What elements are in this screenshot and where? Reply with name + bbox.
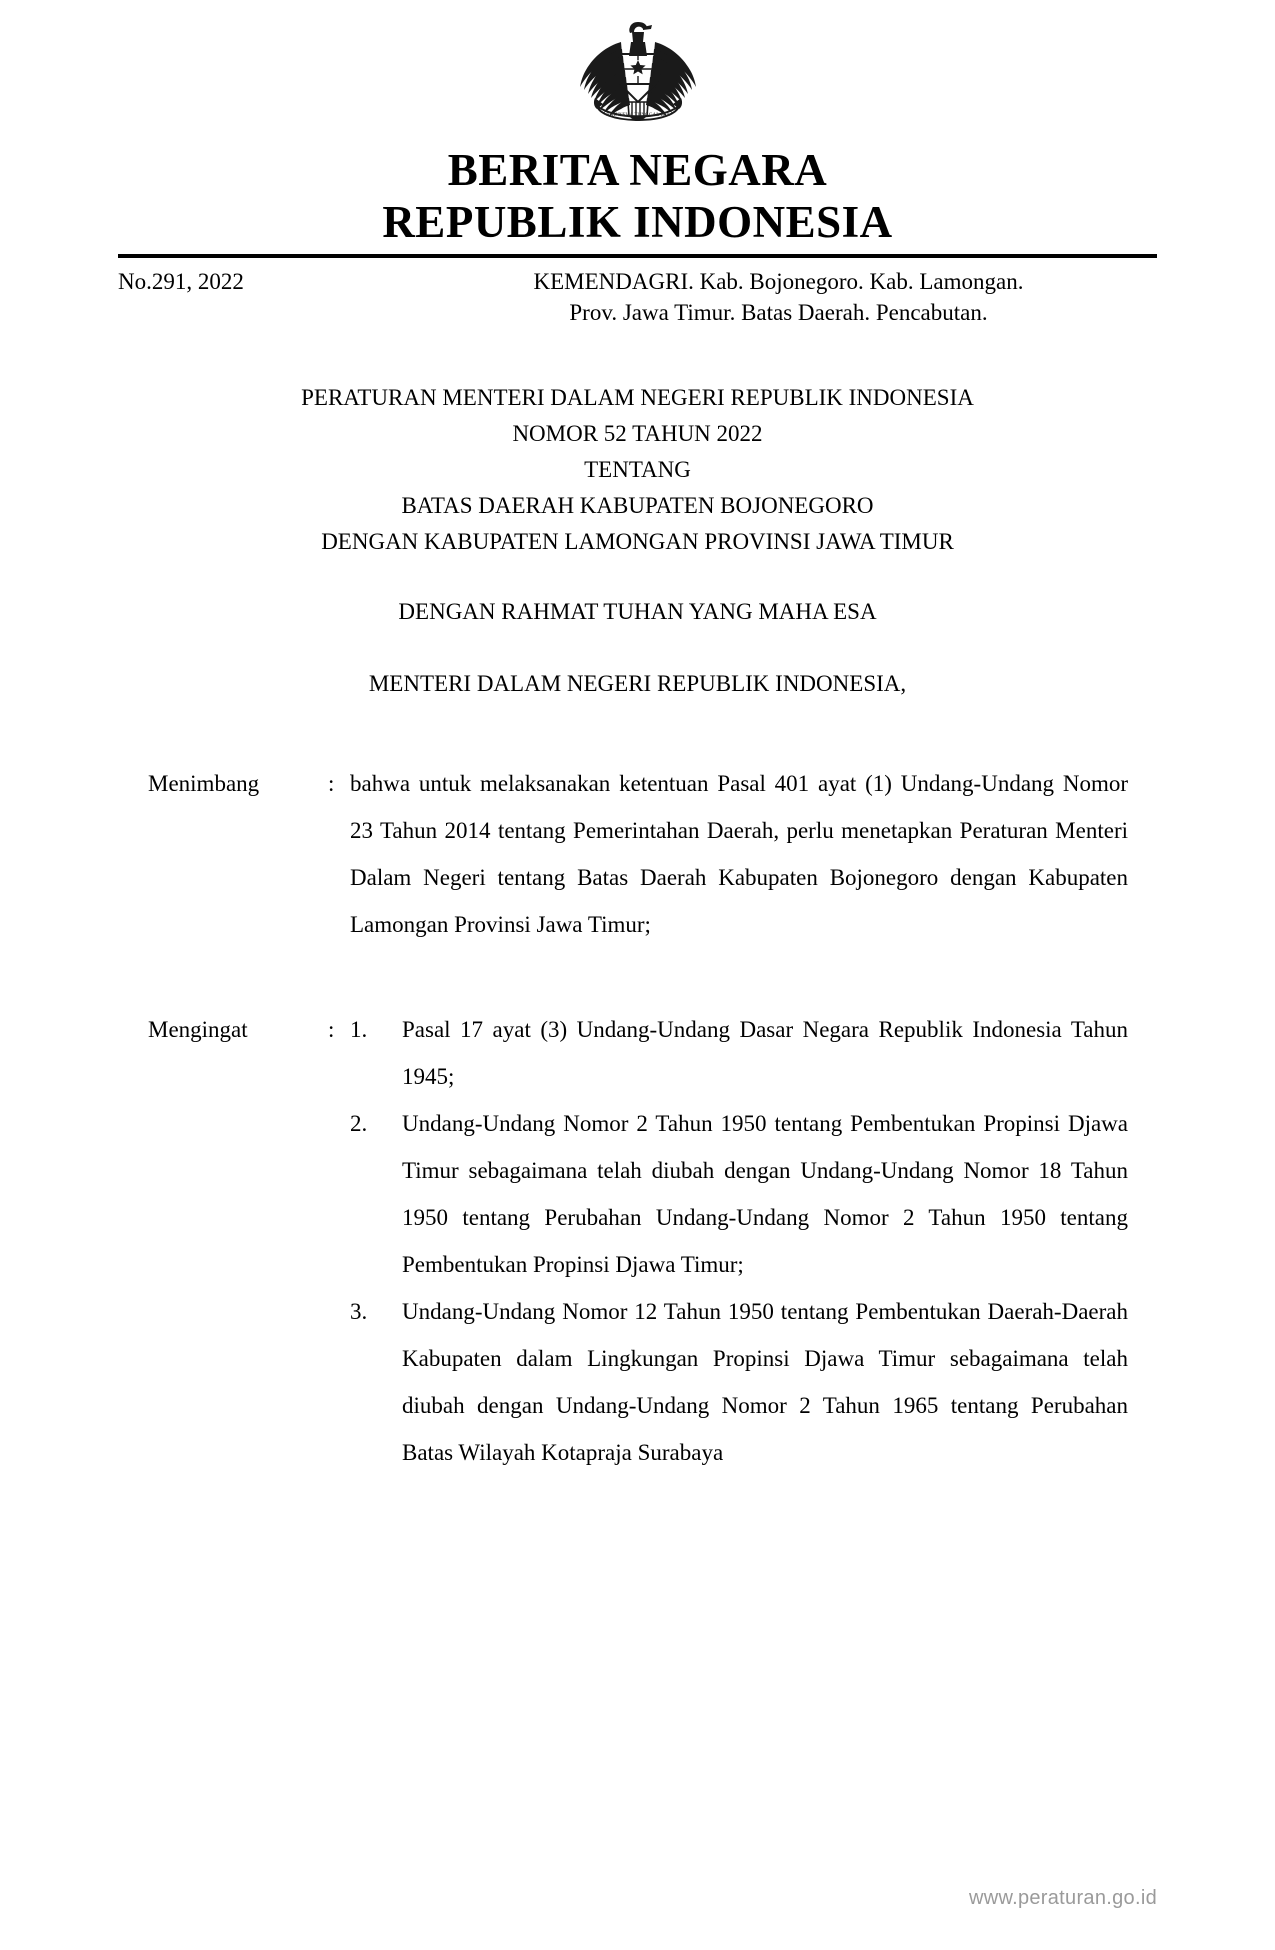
list-item bbox=[350, 1100, 1128, 1288]
clause-mengingat-colon: : bbox=[328, 1017, 335, 1042]
list-item bbox=[350, 1006, 1128, 1100]
masthead bbox=[0, 144, 1275, 248]
title-spacer-2 bbox=[118, 630, 1157, 666]
clause-menimbang bbox=[148, 760, 1128, 948]
source-watermark: www.peraturan.go.id bbox=[968, 1887, 1157, 1909]
list-item-number: 1. bbox=[350, 1017, 368, 1042]
list-item-text: Undang-Undang Nomor 2 Tahun 1950 tentang Pembentukan Propinsi Djawa Timur sebagaimana telah diubah dengan Undang-Undang Nomor 18 Tahun 1950 tentang Perubahan Undang-Undang Nomor 2 Tahun 1950 tentang Pembentukan Propinsi Djawa Timur; bbox=[402, 1111, 1128, 1277]
title-about-label: TENTANG bbox=[584, 457, 691, 482]
masthead-line-1: BERITA NEGARA bbox=[447, 145, 828, 195]
title-invocation: DENGAN RAHMAT TUHAN YANG MAHA ESA bbox=[398, 599, 877, 624]
list-item bbox=[350, 1288, 1128, 1476]
masthead-line-2: REPUBLIK INDONESIA bbox=[382, 197, 893, 247]
masthead-divider bbox=[118, 254, 1157, 258]
list-item-number: 3. bbox=[350, 1299, 368, 1324]
clause-menimbang-text: bahwa untuk melaksanakan ketentuan Pasal 401 ayat (1) Undang-Undang Nomor 23 Tahun 2014 tentang Pemerintahan Daerah, perlu menetapkan Peraturan Menteri Dalam Negeri tentang Batas Daerah Kabupaten Bojonegoro dengan Kabupaten Lamongan Provinsi Jawa Timur; bbox=[350, 771, 1128, 937]
title-subject-line-1: BATAS DAERAH KABUPATEN BOJONEGORO bbox=[401, 493, 874, 518]
clause-mengingat bbox=[148, 1006, 1128, 1476]
gazette-subject-line-2: Prov. Jawa Timur. Batas Daerah. Pencabutan. bbox=[569, 300, 988, 325]
emblem-motto-text: BHINNEKA TUNGGAL IKA bbox=[605, 112, 670, 118]
garuda-pancasila-emblem bbox=[563, 16, 713, 138]
list-item-text: Undang-Undang Nomor 12 Tahun 1950 tentang Pembentukan Daerah-Daerah Kabupaten dalam Lingkungan Propinsi Djawa Timur sebagaimana telah diubah dengan Undang-Undang Nomor 2 Tahun 1965 tentang Perubahan Batas Wilayah Kotapraja Surabaya bbox=[402, 1299, 1128, 1465]
gazette-subject bbox=[400, 266, 1157, 328]
title-authority: PERATURAN MENTERI DALAM NEGERI REPUBLIK INDONESIA bbox=[301, 385, 974, 410]
clause-mengingat-list bbox=[350, 1006, 1128, 1476]
list-item-text: Pasal 17 ayat (3) Undang-Undang Dasar Negara Republik Indonesia Tahun 1945; bbox=[402, 1017, 1128, 1089]
gazette-header bbox=[118, 266, 1157, 328]
title-number: NOMOR 52 TAHUN 2022 bbox=[512, 421, 763, 446]
title-subject-line-2: DENGAN KABUPATEN LAMONGAN PROVINSI JAWA TIMUR bbox=[321, 529, 954, 554]
clause-mengingat-label: Mengingat bbox=[148, 1017, 248, 1042]
clause-menimbang-colon: : bbox=[328, 771, 335, 796]
regulation-body bbox=[148, 760, 1128, 1476]
clause-menimbang-label: Menimbang bbox=[148, 771, 260, 796]
clause-mengingat-list-wrap bbox=[350, 1006, 1128, 1476]
emblem-container bbox=[0, 0, 1275, 138]
title-issuer: MENTERI DALAM NEGERI REPUBLIK INDONESIA, bbox=[368, 671, 907, 696]
gazette-number: No.291, 2022 bbox=[118, 269, 244, 294]
regulation-title-block bbox=[118, 380, 1157, 702]
list-item-number: 2. bbox=[350, 1111, 368, 1136]
gazette-subject-line-1: KEMENDAGRI. Kab. Bojonegoro. Kab. Lamongan. bbox=[533, 269, 1024, 294]
title-spacer-1 bbox=[118, 560, 1157, 594]
